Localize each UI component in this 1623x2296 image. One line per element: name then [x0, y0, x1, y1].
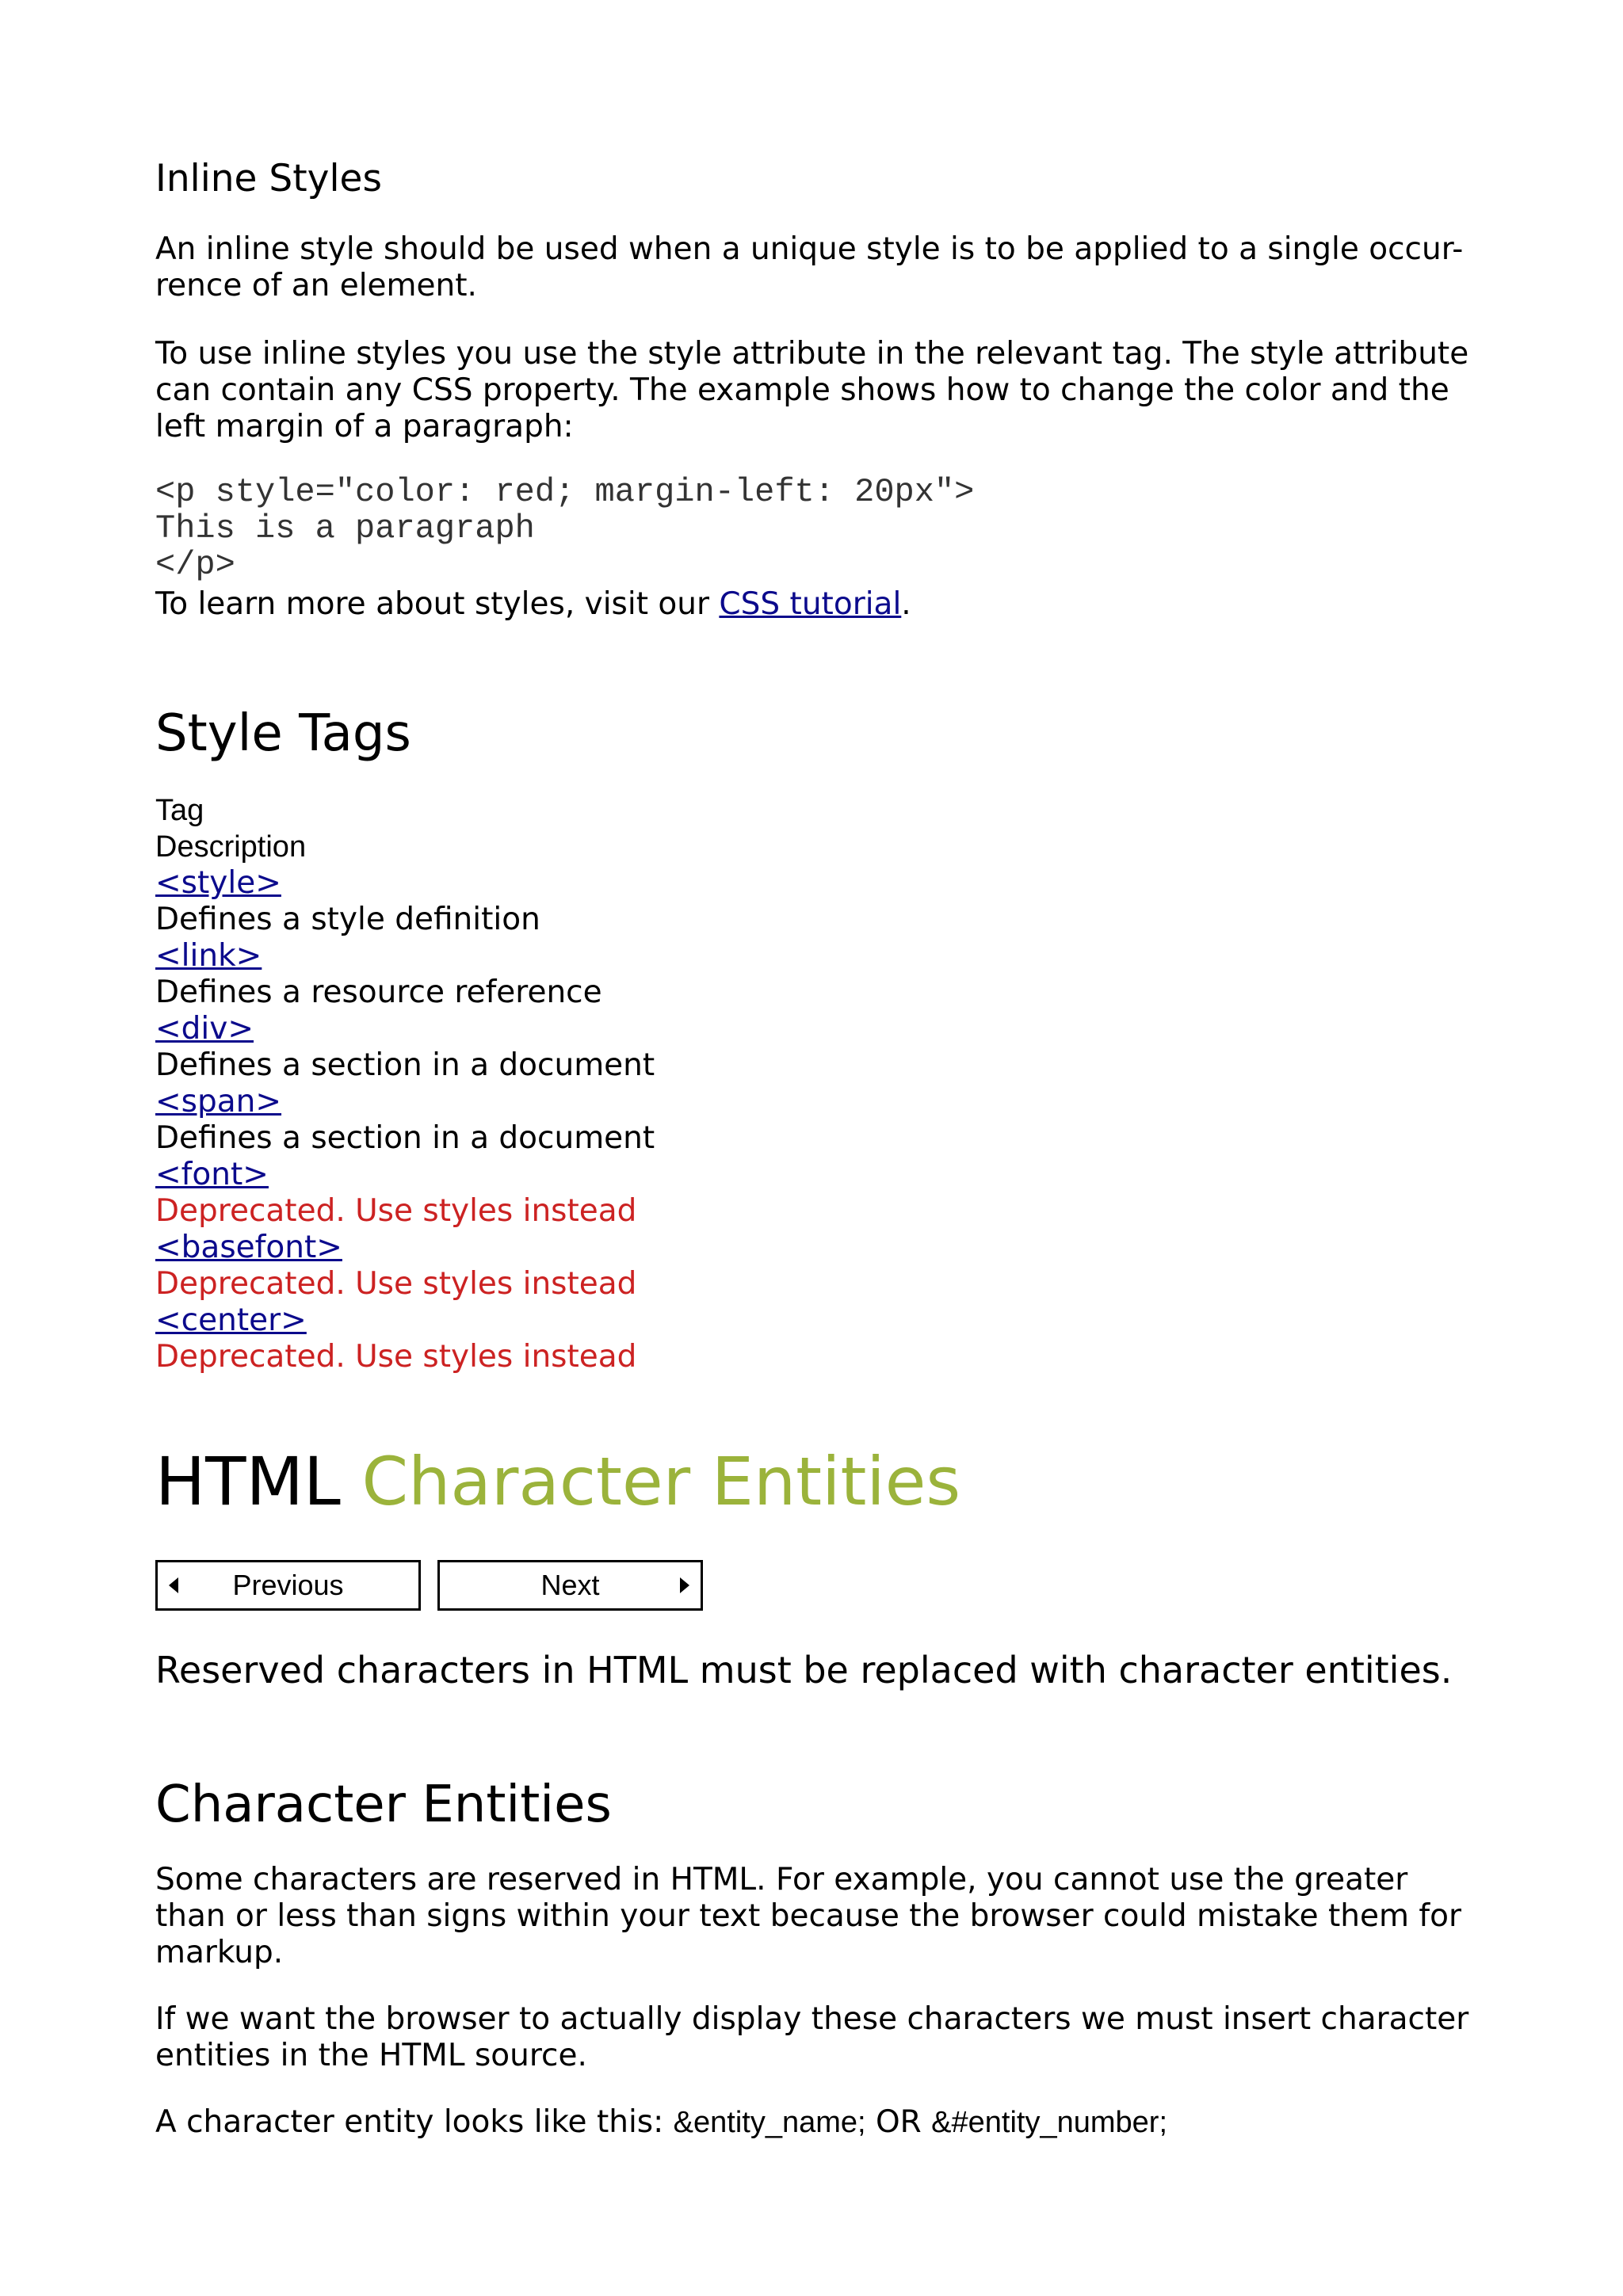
- tag-link-basefont[interactable]: <basefont>: [155, 1230, 342, 1265]
- code-line-3: </p>: [155, 546, 235, 584]
- tag-link-div[interactable]: <div>: [155, 1011, 254, 1047]
- code-line-1: <p style="color: red; margin-left: 20px">: [155, 473, 975, 511]
- character-entities-paragraph-3: [155, 2104, 1487, 2141]
- entity-format-prefix: A character entity looks like this:: [155, 2104, 674, 2140]
- tag-description-center: Deprecated. Use styles instead: [155, 1339, 637, 1375]
- tag-description-div: Defines a section in a document: [155, 1047, 655, 1083]
- tag-link-center[interactable]: <center>: [155, 1302, 307, 1338]
- page-title-prefix: HTML: [155, 1443, 362, 1520]
- previous-button-label: Previous: [232, 1569, 344, 1601]
- inline-styles-heading: Inline Styles: [155, 157, 382, 200]
- tag-link-style[interactable]: <style>: [155, 865, 281, 901]
- css-tutorial-link[interactable]: CSS tutorial: [719, 586, 902, 622]
- learn-more-suffix: .: [901, 586, 911, 622]
- inline-styles-paragraph-2: To use inline styles you use the style attribute in the relevant tag. The style attribute can contain any CSS property. The example shows how to change the color and the left margin of a paragraph:: [155, 336, 1469, 444]
- next-button[interactable]: [437, 1560, 703, 1611]
- tag-description-link: Defines a resource reference: [155, 974, 602, 1010]
- entity-number-example: &#entity_number;: [931, 2106, 1168, 2139]
- character-entities-heading: Character Entities: [155, 1775, 612, 1834]
- inline-styles-paragraph-1: An inline style should be used when a unique style is to be applied to a single occur-rence of an element.: [155, 231, 1464, 303]
- previous-button[interactable]: [155, 1560, 421, 1611]
- arrow-left-icon: [164, 1562, 183, 1608]
- column-header-description: Description: [155, 830, 307, 864]
- character-entities-paragraph-1: Some characters are reserved in HTML. For example, you cannot use the greater than or less than signs within your text because the browser could mistake them for markup.: [155, 1862, 1461, 1970]
- next-button-label: Next: [540, 1569, 600, 1601]
- page-title-accent: Character Entities: [361, 1443, 961, 1520]
- learn-more-prefix: To learn more about styles, visit our: [155, 586, 720, 622]
- tag-description-font: Deprecated. Use styles instead: [155, 1193, 637, 1229]
- entities-intro: Reserved characters in HTML must be replaced with character entities.: [155, 1649, 1453, 1691]
- arrow-right-icon: [675, 1562, 694, 1608]
- entity-or-text: OR: [865, 2104, 932, 2140]
- code-line-2: This is a paragraph: [155, 509, 535, 547]
- entity-name-example: &entity_name;: [673, 2106, 866, 2139]
- tag-link-font[interactable]: <font>: [155, 1157, 269, 1192]
- tag-description-span: Defines a section in a document: [155, 1120, 655, 1156]
- learn-more-line: [155, 586, 1487, 623]
- tag-link-span[interactable]: <span>: [155, 1084, 282, 1119]
- tag-description-style: Defines a style definition: [155, 902, 540, 937]
- column-header-tag: Tag: [155, 794, 204, 827]
- page-title: [155, 1442, 960, 1521]
- tag-description-basefont: Deprecated. Use styles instead: [155, 1266, 637, 1302]
- tag-link-link[interactable]: <link>: [155, 938, 262, 974]
- character-entities-paragraph-2: If we want the browser to actually display these characters we must insert character entities in the HTML source.: [155, 2001, 1469, 2073]
- style-tags-heading: Style Tags: [155, 704, 411, 763]
